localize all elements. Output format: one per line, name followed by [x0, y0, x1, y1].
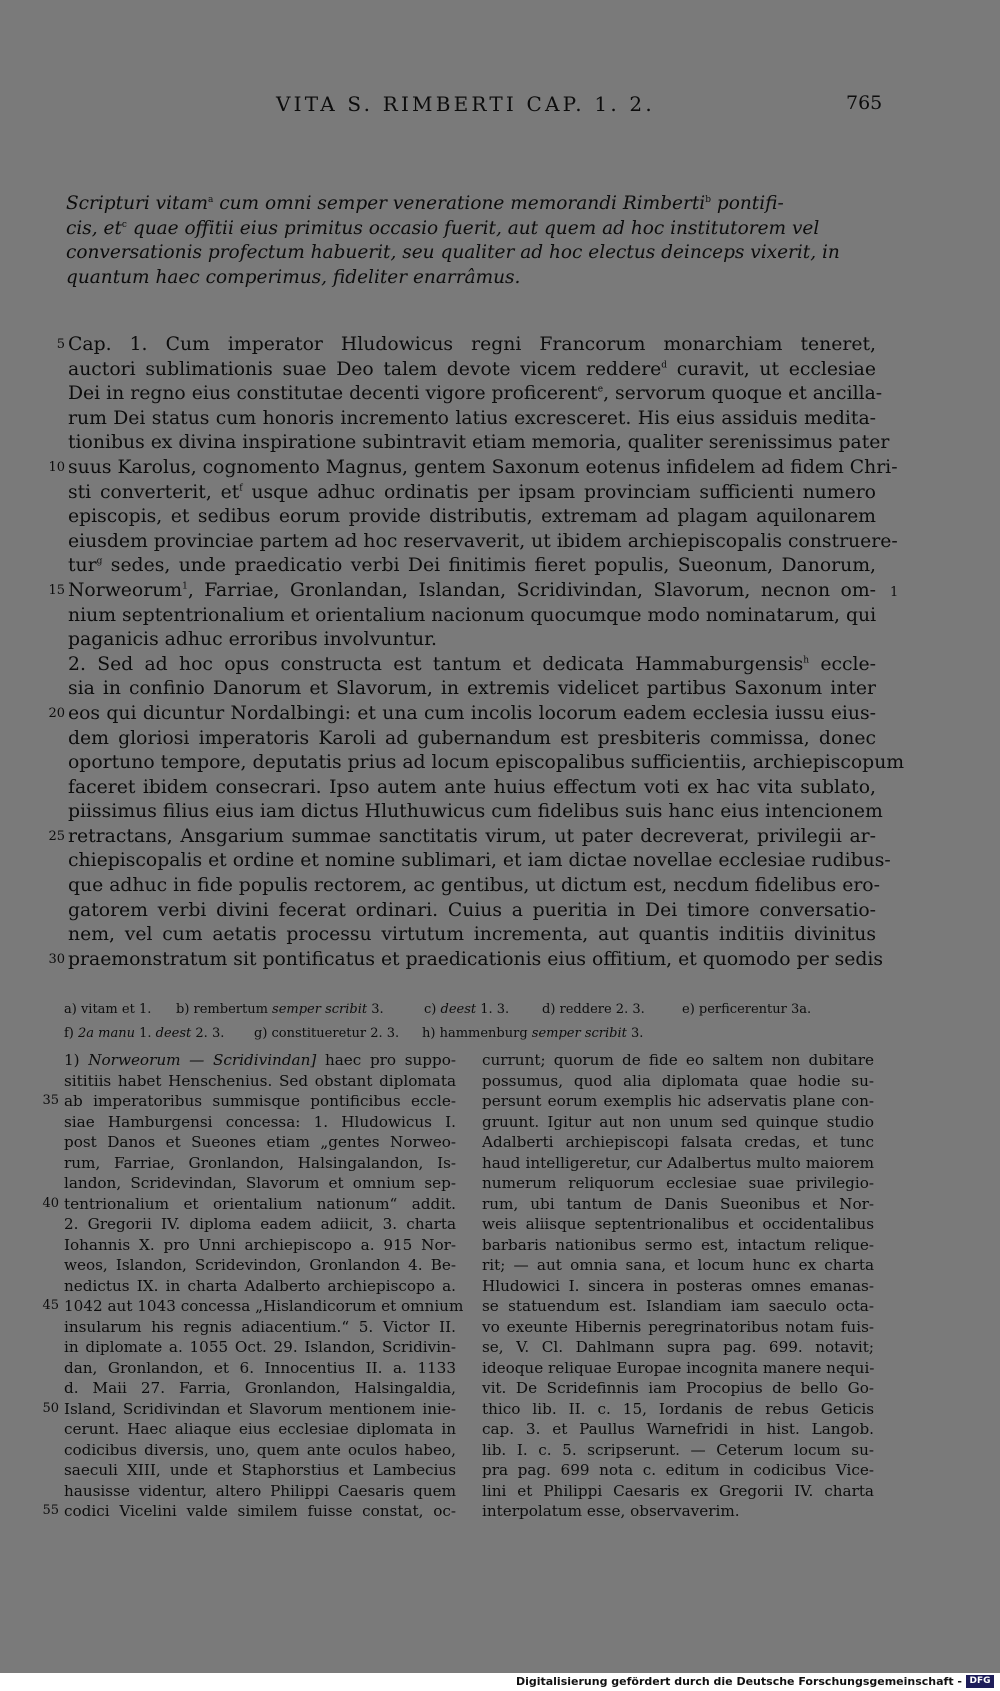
line-text	[64, 1255, 456, 1276]
text-run: f)	[64, 1026, 79, 1041]
text-run: interpolatum esse, observaverim.	[482, 1502, 740, 1520]
text-run: d. Maii 27. Farria, Gronlandon, Halsingaldia,	[64, 1379, 456, 1397]
text-run: Cap. 1. Cum imperator Hludowicus regni Francorum monarchiam teneret,	[68, 334, 876, 355]
text-run: codicibus diversis, uno, quem ante oculos habeo,	[64, 1440, 456, 1459]
text-run: insularum his regnis adiacentium.“ 5. Victor II.	[64, 1317, 456, 1336]
line-text	[482, 1358, 874, 1379]
text-run: nem, vel cum aetatis processu virtutum incrementa, aut quantis inditiis divinitus	[68, 924, 876, 946]
text-run: curavit, ut ecclesiae	[667, 358, 876, 380]
text-run: lib. I. c. 5. scripserunt. — Ceterum locum su-	[482, 1440, 874, 1459]
line-text	[64, 1112, 456, 1133]
line-text	[68, 849, 891, 874]
line-text	[68, 800, 883, 825]
line-text	[482, 1419, 874, 1440]
text-line	[482, 1071, 874, 1092]
text-run: gatorem verbi divini fecerat ordinari. Cuius a pueritia in Dei timore conversatio-	[68, 899, 876, 921]
text-run: que adhuc in fide populis rectorem, ac gentibus, ut dictum est, necdum fidelibus ero-	[68, 875, 880, 897]
text-line	[482, 1050, 874, 1071]
italic-text: 2a manu	[78, 1026, 135, 1041]
text-run: c)	[424, 1002, 441, 1017]
text-line	[64, 1153, 456, 1174]
apparatus-entry	[176, 998, 384, 1022]
text-line	[64, 1132, 456, 1153]
line-text	[68, 505, 876, 530]
line-text	[64, 1399, 456, 1420]
line-text	[482, 1214, 874, 1235]
line-text	[68, 431, 890, 456]
main-text	[48, 333, 905, 972]
text-line	[68, 923, 876, 948]
text-line	[68, 653, 876, 678]
text-line	[64, 1419, 456, 1440]
text-line	[482, 1460, 874, 1481]
text-line	[64, 1276, 456, 1297]
line-text	[64, 1337, 456, 1358]
text-line	[482, 1153, 874, 1174]
line-text	[68, 530, 898, 555]
text-run: cum omni semper veneratione memorandi Rimberti	[213, 193, 706, 214]
line-text	[68, 407, 876, 432]
text-run: a) vitam et 1.	[64, 1002, 152, 1017]
text-line	[68, 431, 890, 456]
text-line	[482, 1440, 874, 1461]
line-text	[64, 1194, 456, 1215]
margin-note-marker: 1	[890, 584, 899, 600]
running-title: VITA S. RIMBERTI CAP. 1. 2.	[276, 92, 655, 116]
dfg-logo-icon: DFG	[966, 1675, 994, 1688]
line-text	[482, 1173, 874, 1194]
text-line	[48, 825, 876, 850]
apparatus-row	[64, 998, 880, 1022]
text-line	[64, 1440, 456, 1461]
text-run: ideoque reliquae Europae incognita manere nequi-	[482, 1358, 875, 1377]
text-run: persunt eorum exemplis hic adservatis plane con-	[482, 1092, 874, 1110]
text-line	[64, 1255, 456, 1276]
text-run: se statuendum est. Islandiam iam saeculo octa-	[482, 1297, 874, 1315]
text-line	[482, 1276, 874, 1297]
line-text	[64, 1358, 456, 1379]
text-line	[64, 1481, 456, 1502]
text-line	[64, 1112, 456, 1133]
italic-text: Norweorum — Scridivindan]	[88, 1051, 317, 1069]
text-line	[68, 677, 876, 702]
text-run: codici Vicelini valde similem fuisse constat, oc-	[64, 1502, 456, 1520]
text-line	[482, 1399, 874, 1420]
text-line	[48, 579, 899, 604]
text-line	[482, 1235, 874, 1256]
text-run: tur	[68, 555, 97, 577]
text-run: nium septentrionalium et orientalium nacionum quocumque modo nominatarum, qui	[68, 604, 877, 626]
text-run: Dei in regno eius constitutae decenti vigore proficerent	[68, 383, 598, 405]
line-number: 10	[48, 459, 65, 475]
apparatus-entry	[424, 998, 509, 1022]
text-line	[42, 1296, 464, 1317]
page-header	[0, 92, 1000, 122]
text-line	[482, 1296, 874, 1317]
line-text	[64, 1276, 456, 1297]
text-line	[482, 1317, 874, 1338]
text-run: 1. 3.	[476, 1002, 510, 1017]
text-line	[48, 948, 884, 973]
line-text	[68, 899, 876, 924]
text-line	[68, 874, 880, 899]
preface-line	[66, 266, 874, 291]
text-run: gruunt. Igitur aut non unum sed quinque studio	[482, 1112, 874, 1131]
text-run: sti converterit, et	[68, 481, 240, 503]
line-text	[64, 1296, 464, 1317]
apparatus-entry	[682, 998, 811, 1022]
line-number: 55	[42, 1503, 59, 1518]
text-line	[64, 1337, 456, 1358]
text-run: possumus, quod alia diplomata quae hodie su-	[482, 1071, 874, 1090]
text-run: suus Karolus, cognomento Magnus, gentem Saxonum eotenus infidelem ad fidem Chri-	[68, 456, 898, 478]
italic-text: semper scribit	[531, 1026, 627, 1041]
text-run: 1042 aut 1043 concessa „Hislandicorum et omnium	[64, 1297, 464, 1315]
text-run: paganicis adhuc erroribus involvuntur.	[68, 629, 438, 651]
line-text	[482, 1460, 874, 1481]
text-line	[68, 776, 876, 801]
line-text	[482, 1132, 874, 1153]
text-run: 1.	[135, 1026, 156, 1041]
text-line	[68, 628, 876, 653]
text-run: weis aliisque septentrionalibus et occidentalibus	[482, 1215, 874, 1233]
text-line	[68, 899, 876, 924]
text-run: in diplomate a. 1055 Oct. 29. Islandon, Scridivin-	[64, 1338, 456, 1356]
line-text	[482, 1481, 874, 1502]
text-line	[68, 604, 876, 629]
preface-line	[66, 217, 874, 242]
line-text	[64, 1050, 456, 1071]
text-line	[42, 1194, 456, 1215]
line-text	[68, 702, 876, 727]
line-text	[64, 1481, 456, 1502]
text-line	[482, 1481, 874, 1502]
text-run: dem gloriosi imperatoris Karoli ad gubernandum est presbiteris commissa, donec	[68, 727, 876, 749]
line-text	[68, 481, 876, 506]
footnote-marker: c	[121, 219, 127, 230]
text-line	[68, 727, 876, 752]
line-text	[482, 1071, 874, 1092]
line-text	[64, 1132, 456, 1153]
text-run: 2. Gregorii IV. diploma eadem adiicit, 3. charta	[64, 1215, 456, 1233]
line-text	[68, 677, 876, 702]
line-text	[64, 1317, 456, 1338]
text-line	[64, 1173, 456, 1194]
line-text	[482, 1194, 874, 1215]
text-run: 2. 3.	[191, 1026, 225, 1041]
line-text	[482, 1276, 874, 1297]
text-run: faceret ibidem consecrari. Ipso autem ante huius effectum voti ex hac vita sublato,	[68, 776, 876, 798]
line-text	[482, 1399, 874, 1420]
line-text	[64, 1460, 456, 1481]
preface-line	[66, 241, 874, 266]
footnote-marker: b	[705, 194, 711, 205]
text-run: tentrionalium et orientalium nationum“ addit.	[64, 1194, 456, 1213]
footnote-marker: 1	[182, 581, 188, 592]
text-line	[64, 1071, 456, 1092]
text-run: eiusdem provinciae partem ad hoc reservaverit, ut ibidem archiepiscopalis construere-	[68, 530, 898, 552]
text-line	[64, 1378, 456, 1399]
text-run: oportuno tempore, deputatis prius ad locum episcopalibus sufficientiis, archiepiscopum	[68, 752, 905, 774]
apparatus-row	[64, 1022, 880, 1046]
apparatus-entry	[254, 1022, 399, 1046]
text-line	[482, 1378, 874, 1399]
text-line	[68, 800, 883, 825]
text-run: haud intelligeretur, cur Adalbertus multo maiorem	[482, 1153, 874, 1172]
line-text	[64, 1071, 456, 1092]
text-line	[68, 505, 876, 530]
text-run: barbaris nationibus sermo est, intactum relique-	[482, 1235, 874, 1254]
line-number: 40	[42, 1195, 59, 1211]
footnote-marker: g	[96, 557, 103, 568]
text-run: post Danos et Sueones etiam „gentes Norweo-	[64, 1133, 456, 1151]
italic-text: deest	[155, 1026, 192, 1041]
text-line	[68, 382, 883, 407]
text-run: cis, et	[66, 217, 122, 239]
line-text	[68, 604, 876, 629]
line-text	[64, 1153, 456, 1174]
text-line	[64, 1317, 456, 1338]
line-text	[68, 776, 876, 801]
text-line	[482, 1194, 874, 1215]
preface-paragraph	[66, 192, 874, 290]
text-run: sia in confinio Danorum et Slavorum, in extremis videlicet partibus Saxonum inter	[68, 678, 876, 700]
text-line	[482, 1501, 874, 1522]
text-line	[68, 849, 891, 874]
line-text	[482, 1501, 874, 1522]
text-line	[482, 1132, 874, 1153]
text-line	[64, 1050, 456, 1071]
text-run: usque adhuc ordinatis per ipsam provinciam sufficienti numero	[242, 481, 876, 503]
footnote-marker: h	[803, 655, 810, 666]
line-text	[68, 456, 898, 481]
text-line	[68, 358, 876, 383]
text-run: e) perficerentur 3a.	[682, 1002, 812, 1017]
line-number: 30	[48, 951, 65, 967]
line-text	[64, 1440, 456, 1461]
text-run: currunt; quorum de fide eo saltem non dubitare	[482, 1051, 874, 1069]
line-number: 50	[42, 1400, 59, 1416]
italic-text: semper scribit	[272, 1002, 368, 1017]
line-text	[64, 1378, 456, 1399]
critical-apparatus	[64, 998, 880, 1046]
text-run: numerum reliquorum ecclesiae suae privilegio-	[482, 1174, 874, 1192]
apparatus-entry	[542, 998, 645, 1022]
line-text	[68, 333, 876, 358]
text-run: episcopis, et sedibus eorum provide distributis, extremam ad plagam aquilonarem	[68, 506, 876, 528]
apparatus-entry	[64, 1022, 224, 1046]
apparatus-entry	[422, 1022, 643, 1046]
text-run: Scripturi vitam	[66, 193, 209, 214]
text-run: , Farriae, Gronlandan, Islandan, Scridivindan, Slavorum, necnon om-	[187, 579, 876, 601]
text-run: rum, ubi tantum de Danis Sueonibus et Nor-	[482, 1194, 874, 1213]
text-line	[68, 481, 876, 506]
line-text	[68, 358, 876, 383]
footnote-marker: e	[597, 384, 604, 395]
text-line	[64, 1235, 456, 1256]
text-run: Iohannis X. pro Unni archiepiscopo a. 915 Nor-	[64, 1235, 456, 1254]
text-run: d) reddere 2. 3.	[542, 1002, 645, 1017]
line-text	[64, 1501, 456, 1522]
text-line	[482, 1358, 874, 1379]
text-run: auctori sublimationis suae Deo talem devote vicem reddere	[68, 358, 662, 380]
line-text	[68, 382, 883, 407]
text-run: cerunt. Haec aliaque eius ecclesiae diplomata in	[64, 1420, 456, 1438]
text-line	[482, 1214, 874, 1235]
text-run: Norweorum	[68, 579, 183, 601]
text-run: pontifi-	[710, 193, 784, 214]
text-line	[64, 1460, 456, 1481]
text-run: , servorum quoque et ancilla-	[603, 383, 883, 405]
text-line	[64, 1214, 456, 1235]
italic-text: deest	[440, 1002, 477, 1017]
preface-line	[66, 192, 874, 217]
text-line	[42, 1399, 456, 1420]
line-text	[68, 554, 876, 579]
text-run: sedes, unde praedicatio verbi Dei finitimis fieret populis, Sueonum, Danorum,	[102, 555, 876, 577]
text-run: conversationis profectum habuerit, seu qualiter ad hoc electus deinceps vixerit, in	[66, 242, 840, 264]
line-text	[68, 751, 905, 776]
text-run: Hludowici I. sincera in posteras omnes emanas-	[482, 1276, 874, 1295]
text-run: 3.	[626, 1026, 644, 1041]
text-run: Adalberti archiepiscopi falsata credas, et tunc	[482, 1133, 874, 1151]
text-run: cap. 3. et Paullus Warnefridi in hist. Langob.	[482, 1420, 874, 1438]
text-line	[482, 1173, 874, 1194]
text-run: thico lib. II. c. 15, Iordanis de rebus Geticis	[482, 1399, 874, 1418]
text-run: dan, Gronlandon, et 6. Innocentius II. a. 1133	[64, 1358, 456, 1377]
text-run: nedictus IX. in charta Adalberto archiepiscopo a.	[64, 1276, 456, 1295]
text-run: rum, Farriae, Gronlandon, Halsingalandon, Is-	[64, 1153, 456, 1172]
text-run: b) rembertum	[176, 1002, 273, 1017]
line-text	[482, 1255, 874, 1276]
text-run: eccle-	[809, 653, 876, 675]
text-run: quae offitii eius primitus occasio fuerit, aut quem ad hoc institutorem vel	[126, 217, 820, 239]
text-line	[482, 1112, 874, 1133]
line-text	[68, 727, 876, 752]
line-text	[482, 1296, 874, 1317]
line-number: 5	[56, 337, 65, 352]
text-line	[482, 1091, 874, 1112]
line-text	[482, 1235, 874, 1256]
line-text	[482, 1112, 874, 1133]
line-text	[68, 825, 876, 850]
line-text	[482, 1050, 874, 1071]
digitization-credit	[0, 1673, 1000, 1691]
notes-column-right	[482, 1050, 874, 1522]
text-run: lini et Philippi Caesaris ex Gregorii IV. charta	[482, 1481, 874, 1500]
text-line	[42, 1091, 456, 1112]
line-text	[482, 1153, 874, 1174]
line-number: 15	[48, 582, 65, 598]
line-text	[64, 1214, 456, 1235]
text-run: vo exeunte Hibernis peregrinatoribus notam fuis-	[482, 1317, 874, 1336]
footnote-marker: a	[208, 194, 214, 205]
text-run: sititiis habet Henschenius. Sed obstant diplomata	[64, 1071, 456, 1090]
text-line	[42, 1501, 456, 1522]
text-run: landon, Scridevindan, Slavorum et omnium sep-	[64, 1174, 456, 1192]
line-number: 20	[48, 705, 65, 721]
text-run: praemonstratum sit pontificatus et praedicationis eius offitium, et quomodo per sedis	[68, 948, 884, 970]
line-text	[68, 923, 876, 948]
text-run: 1)	[64, 1051, 89, 1069]
text-run: vit. De Scridefinnis iam Procopius de bello Go-	[482, 1379, 874, 1397]
text-run: g) constitueretur 2. 3.	[254, 1026, 400, 1041]
line-number: 45	[42, 1298, 59, 1313]
text-run: tionibus ex divina inspiratione subintravit etiam memoria, qualiter serenissimus pater	[68, 432, 890, 454]
text-run: 3.	[367, 1002, 384, 1017]
text-line	[64, 1358, 456, 1379]
text-line	[68, 530, 898, 555]
footnote-marker: d	[661, 360, 668, 371]
text-run: saeculi XIII, unde et Staphorstius et Lambecius	[64, 1461, 456, 1479]
text-line	[48, 702, 876, 727]
text-run: Island, Scridivindan et Slavorum mentionem inie-	[64, 1399, 456, 1418]
text-run: h) hammenburg	[422, 1026, 532, 1041]
line-text	[64, 1419, 456, 1440]
text-run: rit; — aut omnia sana, et locum hunc ex charta	[482, 1256, 874, 1274]
line-text	[68, 628, 876, 653]
text-run: hausisse videntur, altero Philippi Caesaris quem	[64, 1481, 456, 1500]
notes-column-left	[42, 1050, 464, 1522]
line-number: 25	[48, 828, 65, 844]
text-run: quantum haec comperimus, fideliter enarrâmus.	[66, 266, 521, 288]
text-run: eos qui dicuntur Nordalbingi: et una cum incolis locorum eadem ecclesia iussu eius-	[68, 702, 876, 724]
line-text	[482, 1378, 874, 1399]
apparatus-entry	[64, 998, 151, 1022]
text-run: ab imperatoribus summisque pontificibus eccle-	[64, 1092, 456, 1110]
line-text	[482, 1091, 874, 1112]
text-run: retractans, Ansgarium summae sanctitatis virum, ut pater decreverat, privilegii ar-	[68, 825, 876, 847]
line-text	[64, 1091, 456, 1112]
line-number: 35	[42, 1093, 59, 1108]
line-text	[68, 874, 880, 899]
text-line	[482, 1255, 874, 1276]
line-text	[482, 1317, 874, 1338]
text-line	[68, 407, 876, 432]
text-run: haec pro suppo-	[316, 1051, 457, 1069]
credit-text: Digitalisierung gefördert durch die Deutsche Forschungsgemeinschaft -	[515, 1675, 962, 1688]
text-run: rum Dei status cum honoris incremento latius excresceret. His eius assiduis medita-	[68, 407, 876, 429]
text-line	[68, 751, 905, 776]
text-run: pra pag. 699 nota c. editum in codicibus Vice-	[482, 1461, 874, 1479]
line-text	[482, 1440, 874, 1461]
line-text	[68, 579, 876, 604]
line-text	[68, 948, 884, 973]
text-run: 2. Sed ad hoc opus constructa est tantum et dedicata Hammaburgensis	[68, 653, 804, 675]
text-run: piissimus filius eius iam dictus Hluthuwicus cum fidelibus suis hanc eius intencionem	[68, 801, 883, 823]
line-text	[64, 1235, 456, 1256]
text-line	[68, 554, 876, 579]
text-line	[482, 1337, 874, 1358]
text-line	[56, 333, 876, 358]
text-run: se, V. Cl. Dahlmann supra pag. 699. notavit;	[482, 1338, 874, 1356]
footnote-marker: f	[239, 483, 243, 494]
text-run: siae Hamburgensi concessa: 1. Hludowicus I.	[64, 1112, 456, 1131]
line-text	[68, 653, 876, 678]
text-line	[482, 1419, 874, 1440]
page-number: 765	[846, 92, 883, 114]
text-run: chiepiscopalis et ordine et nomine sublimari, et iam dictae novellae ecclesiae rudibus-	[68, 850, 891, 872]
text-run: weos, Islandon, Scridevindon, Gronlandon 4. Be-	[64, 1256, 456, 1274]
line-text	[482, 1337, 874, 1358]
line-text	[64, 1173, 456, 1194]
text-line	[48, 456, 898, 481]
